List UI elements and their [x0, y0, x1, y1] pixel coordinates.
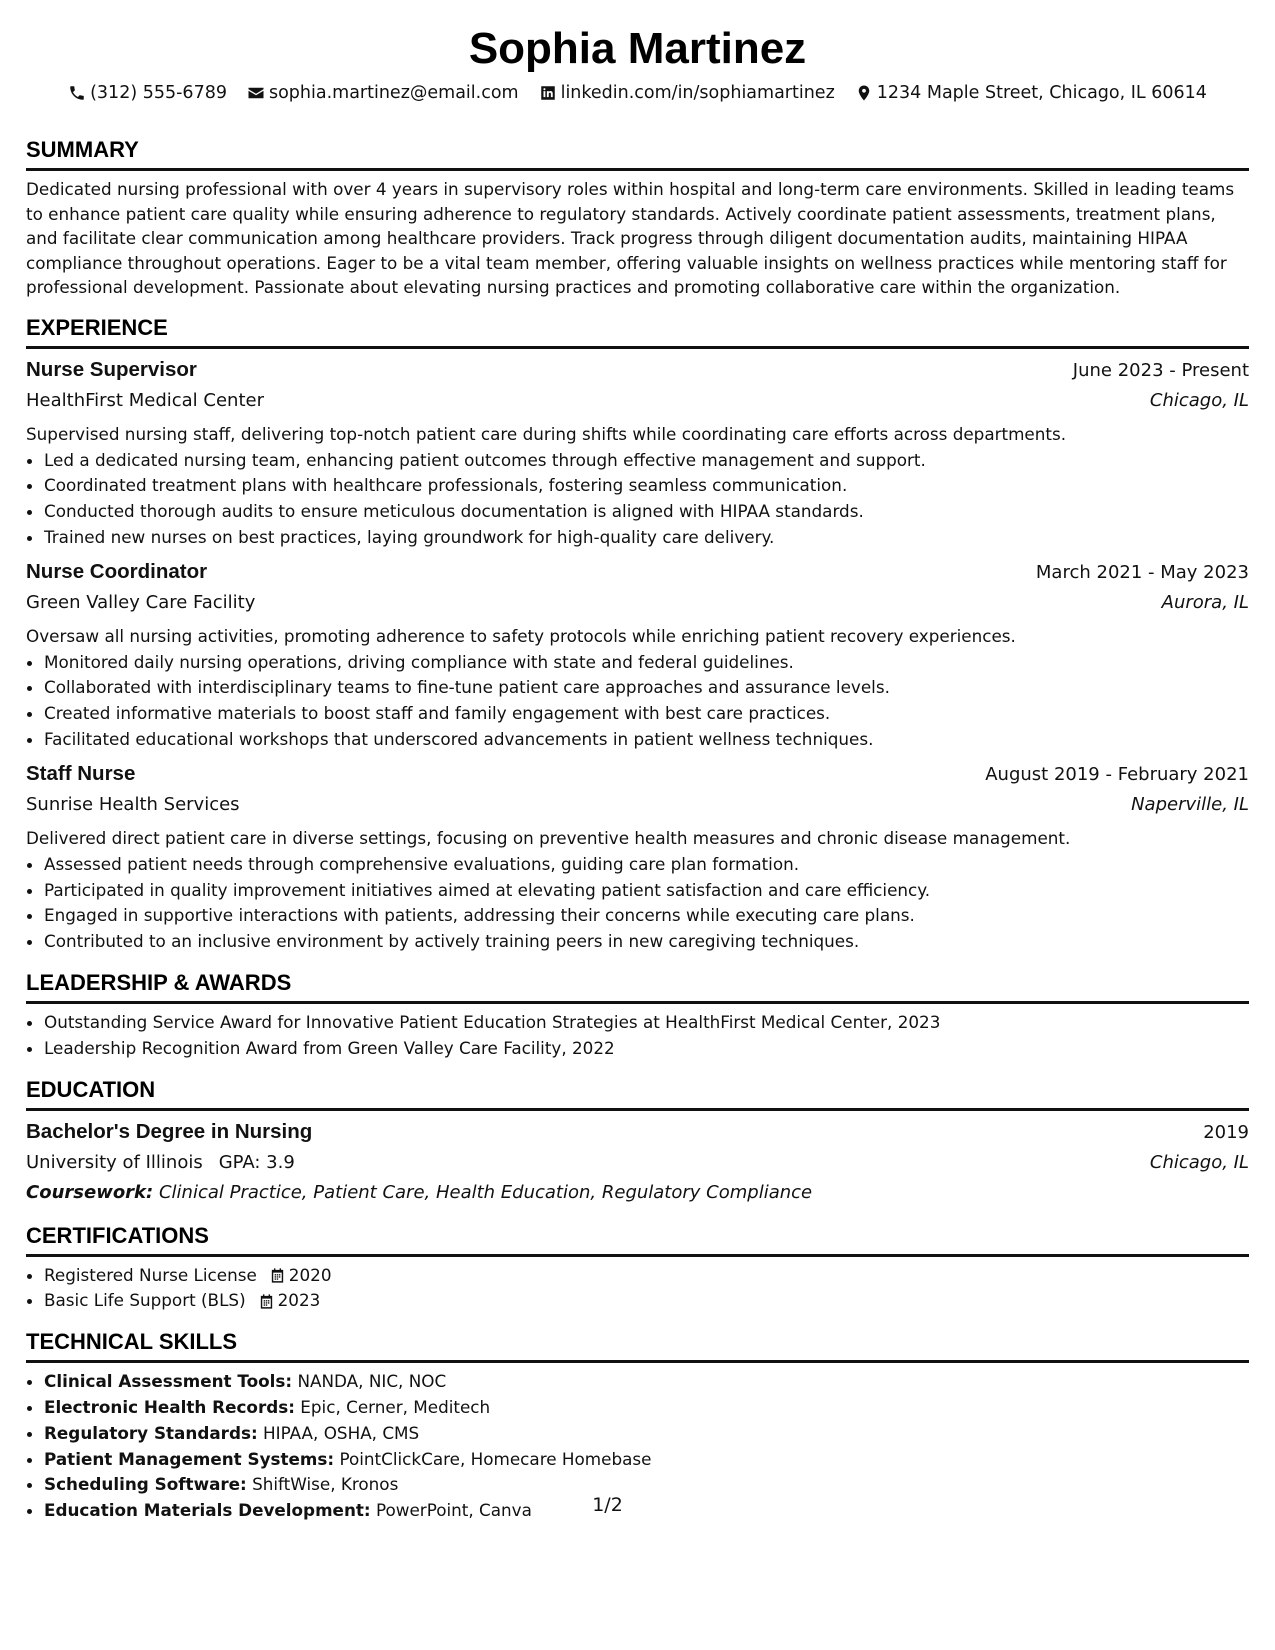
- certification-name: • Registered Nurse License: [44, 1264, 257, 1285]
- awards-list: [26, 1010, 1249, 1062]
- list-item: • Led a dedicated nursing team, enhancing patient outcomes through effective management and support.: [44, 448, 1249, 474]
- job-description: Oversaw all nursing activities, promoting adherence to safety protocols while enriching patient recovery experiences.: [26, 625, 1016, 646]
- contact-email[interactable]: sophia.martinez@email.com: [247, 80, 519, 106]
- job-title: Nurse Supervisor: [26, 357, 197, 381]
- calendar-icon: [258, 1293, 275, 1310]
- job-location: Naperville, IL: [1131, 793, 1249, 815]
- list-item: [44, 1421, 1249, 1447]
- list-item: • Engaged in supportive interactions with patients, addressing their concerns while executing care plans.: [44, 903, 1249, 929]
- section-title-awards: LEADERSHIP & AWARDS: [26, 969, 1249, 1004]
- skill-values: Epic, Cerner, Meditech: [300, 1397, 491, 1418]
- contact-bar: [26, 80, 1249, 106]
- list-item: • Outstanding Service Award for Innovative Patient Education Strategies at HealthFirst Medical Center, 2023: [44, 1010, 1249, 1036]
- certification-year: 2020: [288, 1264, 332, 1285]
- list-item: • Assessed patient needs through comprehensive evaluations, guiding care plan formation.: [44, 852, 1249, 878]
- certifications-list: [26, 1263, 1249, 1315]
- list-item: • Created informative materials to boost staff and family engagement with best care practices.: [44, 701, 1249, 727]
- list-item: [44, 1263, 1249, 1289]
- degree-title: Bachelor's Degree in Nursing: [26, 1119, 313, 1143]
- job-description: Delivered direct patient care in diverse settings, focusing on preventive health measures and chronic disease management.: [26, 827, 1071, 848]
- job-organization: Green Valley Care Facility: [26, 591, 256, 613]
- skill-values: ShiftWise, Kronos: [252, 1474, 399, 1495]
- graduation-year: 2019: [1203, 1121, 1249, 1143]
- envelope-icon: [247, 84, 265, 102]
- contact-address: 1234 Maple Street, Chicago, IL 60614: [855, 80, 1207, 106]
- coursework-list: Clinical Practice, Patient Care, Health Education, Regulatory Compliance: [158, 1181, 813, 1203]
- certification-name: • Basic Life Support (BLS): [44, 1290, 246, 1311]
- certifications-section: [26, 1222, 1249, 1315]
- job-bullets: [26, 448, 1249, 551]
- list-item: • Facilitated educational workshops that underscored advancements in patient wellness techniques.: [44, 727, 1249, 753]
- list-item: • Collaborated with interdisciplinary teams to fine-tune patient care approaches and assurance levels.: [44, 675, 1249, 701]
- job-entry: [26, 355, 1249, 551]
- list-item: [44, 1369, 1249, 1395]
- section-title-certifications: CERTIFICATIONS: [26, 1222, 1249, 1257]
- skill-category: Education Materials Development:: [44, 1500, 371, 1521]
- awards-section: [26, 969, 1249, 1062]
- job-entry: [26, 759, 1249, 955]
- job-title: Nurse Coordinator: [26, 559, 208, 583]
- skill-category: Electronic Health Records:: [44, 1397, 295, 1418]
- job-location: Chicago, IL: [1149, 389, 1249, 411]
- skill-category: Regulatory Standards:: [44, 1422, 258, 1443]
- map-pin-icon: [855, 84, 873, 102]
- job-date: August 2019 - February 2021: [985, 763, 1249, 785]
- job-date: March 2021 - May 2023: [1035, 561, 1249, 583]
- contact-linkedin[interactable]: linkedin.com/in/sophiamartinez: [539, 80, 835, 106]
- list-item: [44, 1395, 1249, 1421]
- contact-phone: (312) 555-6789: [68, 80, 227, 106]
- summary-text: Dedicated nursing professional with over 4 years in supervisory roles within hospital and long-term care environments. Skilled in leading teams to enhance patient care quality while ensuring adherence to regulatory standards. Actively coordinate patient assessments, treatment plans, and facilitate clear communication among healthcare providers. Track progress through diligent documentation audits, maintaining HIPAA compliance throughout operations. Eager to be a vital team member, offering valuable insights on wellness practices while mentoring staff for professional development. Passionate about elevating nursing practices and promoting collaborative care within the organization.: [26, 179, 1235, 297]
- list-item: • Monitored daily nursing operations, driving compliance with state and federal guidelines.: [44, 650, 1249, 676]
- list-item: • Leadership Recognition Award from Green Valley Care Facility, 2022: [44, 1036, 1249, 1062]
- list-item: [44, 1288, 1249, 1314]
- calendar-icon: [269, 1267, 286, 1284]
- section-title-skills: TECHNICAL SKILLS: [26, 1328, 1249, 1363]
- job-organization: Sunrise Health Services: [26, 793, 240, 815]
- job-title: Staff Nurse: [26, 761, 136, 785]
- skill-category: Clinical Assessment Tools:: [44, 1371, 293, 1392]
- job-bullets: [26, 852, 1249, 955]
- job-entry: [26, 557, 1249, 753]
- school-name: University of Illinois: [26, 1151, 203, 1173]
- certification-year: 2023: [277, 1290, 321, 1311]
- linkedin-icon: [539, 84, 557, 102]
- list-item: • Coordinated treatment plans with healthcare professionals, fostering seamless communication.: [44, 473, 1249, 499]
- list-item: [44, 1447, 1249, 1473]
- coursework-label: Coursework:: [26, 1181, 154, 1203]
- page-number: 1/2: [592, 1494, 623, 1516]
- job-bullets: [26, 650, 1249, 753]
- list-item: • Trained new nurses on best practices, laying groundwork for high-quality care delivery.: [44, 525, 1249, 551]
- job-description: Supervised nursing staff, delivering top-notch patient care during shifts while coordinating care efforts across departments.: [26, 423, 1067, 444]
- coursework: [26, 1178, 1249, 1208]
- skill-category: Patient Management Systems:: [44, 1448, 335, 1469]
- education-section: [26, 1076, 1249, 1208]
- experience-section: [26, 314, 1249, 956]
- job-organization: HealthFirst Medical Center: [26, 389, 264, 411]
- skill-category: Scheduling Software:: [44, 1474, 247, 1495]
- education-entry: [26, 1117, 1249, 1208]
- skill-values: PointClickCare, Homecare Homebase: [339, 1448, 652, 1469]
- skill-values: HIPAA, OSHA, CMS: [263, 1422, 420, 1443]
- skill-values: NANDA, NIC, NOC: [297, 1371, 447, 1392]
- school-line: [26, 1148, 295, 1178]
- candidate-name: Sophia Martinez: [468, 24, 807, 73]
- school-location: Chicago, IL: [1149, 1151, 1249, 1173]
- gpa: GPA: 3.9: [218, 1151, 295, 1173]
- section-title-experience: EXPERIENCE: [26, 314, 1249, 349]
- skill-values: PowerPoint, Canva: [375, 1500, 532, 1521]
- list-item: • Participated in quality improvement initiatives aimed at elevating patient satisfaction and care efficiency.: [44, 878, 1249, 904]
- phone-icon: [68, 84, 86, 102]
- section-title-education: EDUCATION: [26, 1076, 1249, 1111]
- summary-section: [26, 136, 1249, 300]
- job-location: Aurora, IL: [1161, 591, 1249, 613]
- section-title-summary: SUMMARY: [26, 136, 1249, 171]
- list-item: • Conducted thorough audits to ensure meticulous documentation is aligned with HIPAA standards.: [44, 499, 1249, 525]
- job-date: June 2023 - Present: [1072, 359, 1249, 381]
- list-item: • Contributed to an inclusive environment by actively training peers in new caregiving techniques.: [44, 929, 1249, 955]
